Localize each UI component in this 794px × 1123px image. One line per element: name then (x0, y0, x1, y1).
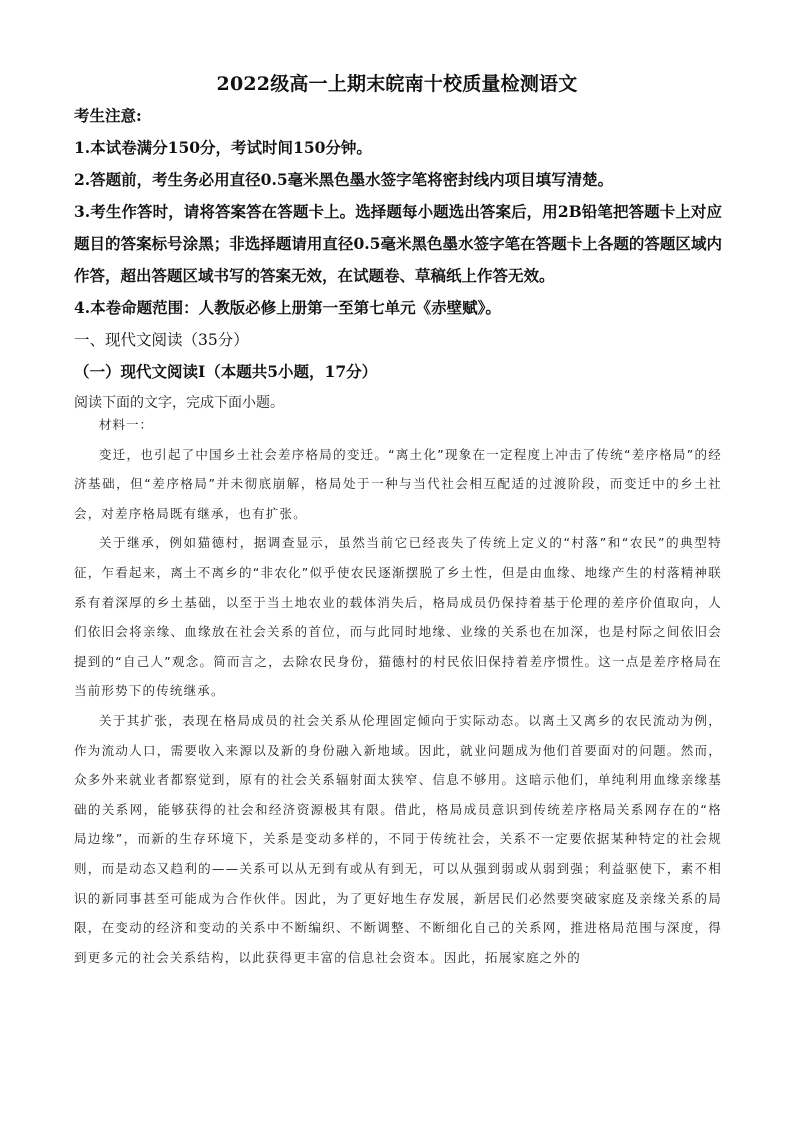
passage-paragraph-2: 关于继承，例如猫德村，据调查显示，虽然当前它已经丧失了传统上定义的“村落”和“农民”的典型特征，乍看起来，离土不离乡的“非农化”似乎使农民逐渐摆脱了乡土性，但是由血缘、地缘产生的村落精神联系有着深厚的乡土基础，以至于当土地农业的载体消失后，格局成员仍保持着基于伦理的差序价值取向，人们依旧会将亲缘、血缘放在社会关系的首位，而与此同时地缘、业缘的关系也在加深，也是村际之间依旧会提到的“自己人”观念。简而言之，去除农民身份，猫德村的村民依旧保持着差序惯性。这一点是差序格局在当前形势下的传统继承。 (74, 535, 722, 699)
reading-instruction: 阅读下面的文字，完成下面小题。 (74, 395, 284, 411)
reading-passage (74, 410, 722, 972)
material-label: 材料一： (99, 417, 154, 432)
passage-paragraph-3: 关于其扩张，表现在格局成员的社会关系从伦理固定倾向于实际动态。以离土又离乡的农民流动为例，作为流动人口，需要收入来源以及新的身份融入新地域。因此，就业问题成为他们首要面对的问题。然而，众多外来就业者都察觉到，原有的社会关系辐射面太狭窄、信息不够用。这暗示他们，单纯利用血缘亲缘基础的关系网，能够获得的社会和经济资源极其有限。借此，格局成员意识到传统差序格局关系网存在的“格局边缘”，而新的生存环境下，关系是变动多样的，不同于传统社会，关系不一定要依据某种特定的社会规则，而是动态又趋利的——关系可以从无到有或从有到无，可以从强到弱或从弱到强；利益驱使下，素不相识的新同事甚至可能成为合作伙伴。因此，为了更好地生存发展，新居民们必然要突破家庭及亲缘关系的局限，在变动的经济和变动的关系中不断编织、不断调整、不断细化自己的关系网，推进格局范围与深度，得到更多元的社会关系结构，以此获得更丰富的信息社会资本。因此，拓展家庭之外的 (74, 712, 722, 965)
notice-item-2: 2.答题前，考生务必用直径0.5毫米黑色墨水签字笔将密封线内项目填写清楚。 (74, 170, 614, 189)
section-subtitle: （一）现代文阅读Ⅰ（本题共5小题，17分） (74, 362, 378, 381)
notice-block (74, 100, 722, 418)
notice-item-3: 3.考生作答时，请将答案答在答题卡上。选择题每小题选出答案后，用2B铅笔把答题卡上对应题目的答案标号涂黑；非选择题请用直径0.5毫米黑色墨水签字笔在答题卡上各题的答题区域内作答，超出答题区域书写的答案无效，在试题卷、草稿纸上作答无效。 (74, 202, 722, 285)
passage-paragraph-1: 变迁，也引起了中国乡土社会差序格局的变迁。“离土化”现象在一定程度上冲击了传统“差序格局”的经济基础，但“差序格局”并未彻底崩解，格局处于一种与当代社会相互配适的过渡阶段，而变迁中的乡土社会，对差序格局既有继承，也有扩张。 (74, 446, 722, 521)
section-title: 一、现代文阅读（35分） (74, 331, 249, 349)
exam-title: 2022级高一上期末皖南十校质量检测语文 (216, 73, 578, 95)
notice-item-1: 1.本试卷满分150分，考试时间150分钟。 (74, 138, 372, 157)
notice-item-4: 4.本卷命题范围：人教版必修上册第一至第七单元《赤壁赋》。 (74, 298, 501, 317)
notice-heading: 考生注意: (74, 106, 142, 125)
